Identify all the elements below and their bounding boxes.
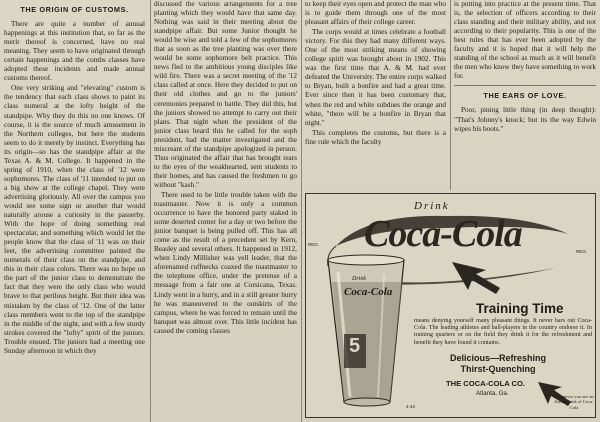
trademark-mark: REG.: [308, 242, 320, 247]
paragraph: There used to be little trouble taken with the toastmaster. Now it is only a common occurrence to have the honored party staked in some deserted corner for a day or two before the junior banquet is being pulled off. This has all come as the result of a precedent set by Kern, Beasley and several others. It happened in 1912, when Lindy Millisher was yell leader, that the aforenamed ruffnecks coaxed the toastmaster to the telephone office, under the pretense of a message from a fair one at Corsicana, Texas. Lindy went in a hurry, and in a still greater hurry he was maneuvered to the outskirts of the campus, where he was forced to remain until the banquet was almost over. This little incident has caused the coming classes: [154, 190, 297, 335]
divider: [454, 85, 596, 86]
column-3: [305, 0, 446, 190]
ad-arrow-note: Whenever you see an Arrow think of Coca-Cola: [554, 394, 594, 410]
trademark-mark: REG.: [576, 249, 588, 254]
paragraph: The corps would at times celebrate a football victory. For this they had many different ways. One of the most striking means of showing college spirit was brought about in 1902. This was the first time that A. & M. had ever defeated the University. The entire corps walked to Bryan, built a bonfire and had a great time. Ever since then it has been customary that, when the red and white subdues the orange and white, "there will be a bonfire in Bryan that night.": [305, 28, 446, 127]
column-4: [454, 0, 596, 190]
paragraph: One very striking and "elevating" custom is the tendency that each class shows to paint its class numeral at the lofty height of the standpipe. Why they do this no one knows. Of course, it is the source of much amusement in the Northern colleges, but here the students seem to do it merely by instinct. Everything has its origin—so has the standpipe affair at the Texas A. & M. College. It happened in the spring of 1910, when the class of '12 were sophomores. The class of '11 intended to put on a big show at the college chapel. They were advertising gloriously. All over the campus you would see some sign or another that would naturally arouse a curiosity in the passerby. With the hope of doing something real spectacular, and something which would let the people know that the class of '11 was on their feet, the advertising committee painted the numerals of their class on the standpipe, and this in their class colors. There was no hope on the part of the junior class to demonstrate the fact that they were the only class who would brave to that perilous height. But their idea was mistaken by the class of '12. One of the latter class members went to the top of the standpipe in the middle of the night, and with a few sturdy strokes covered the "lofty" spirit of the juniors. Trouble ensued. The juniors had a meeting one Sunday afternoon in which they: [4, 84, 145, 355]
ad-slogan-line-2: Thirst-Quenching: [460, 364, 536, 374]
coca-cola-advertisement: [305, 193, 596, 418]
column-rule: [450, 0, 451, 190]
column-1: [4, 0, 145, 422]
glass-illustration: [318, 252, 428, 412]
ad-headline: Training Time: [476, 301, 564, 316]
glass-logo: Coca-Cola: [344, 286, 393, 298]
paragraph: to keep their eyes open and protect the man who is to guide them through one of the most pleasant affairs of their college career.: [305, 0, 446, 27]
ad-drink-word: Drink: [414, 200, 450, 212]
paragraph: There are quite a number of annual happenings at this institution that, so far as the merit thereof is concerned, have no real meaning. They seem to have originated through certain happenings and the combs classes have adopted these incidents and made annual customs thereof.: [4, 20, 145, 83]
column-2: [154, 0, 297, 422]
ad-body-copy: means denying yourself many pleasant things. It never bars out Coca-Cola. The leading athletes and ball-players in the country endorse it. In training quarters or on the field they drink it for the refreshment and benefit they have found it contains.: [414, 318, 592, 346]
ad-company-name: THE COCA-COLA CO.: [446, 379, 526, 388]
column-rule: [301, 0, 302, 422]
paragraph: This completes the customs, but there is a fine rule which the faculty: [305, 128, 446, 146]
ad-slogan-line-1: Delicious—Refreshing: [449, 353, 547, 363]
article-heading-ears-of-love: THE EARS OF LOVE.: [483, 91, 567, 101]
glass-drink-word: Drink: [352, 276, 366, 282]
arrow-icon: [446, 258, 506, 298]
paragraph: is putting into practice at the present time. That is, the selection of officers according to their class standing and their military ability, and not according to their popularity. This is one of the best rules that has ever been adopted by the faculty and it is hoped that it will help the standing of the school as much as it will benefit the men who know they have something to work for.: [454, 0, 596, 81]
paragraph: discussed the various arrangements for a tree planting which they would have that same day. Nothing was said in their meeting about the standpipe affair. But some Junior thought he would be wise and told a few of the sophomores that as soon as the tree planting was over there would be some sophomore belt practice. This news fled to the ambitious young disciples like wild fire. There was a secret meeting of the '12 class called at once. Here they decided to put on their old clothes and go to the juniors' ceremonies prepared to battle. They did this, but the juniors showed no attempt to carry out their plans. That night when the president of the junior class heard this he called for the soph president, had the matter investigated and the miscreant of the standpipe apologized in person. Thus originated the affair that has brought tears to the eyes of the weakhearted, sent students to their homes, and has caused the freshmen to go without "kash.": [154, 0, 297, 189]
ad-company-city: Atlanta, Ga.: [476, 390, 509, 397]
joke-text: Poor, pining little thing (in deep thought): "That's Johnny's knock; but its the way Edwin wipes his boots.": [454, 106, 596, 133]
ad-code: 4-42: [406, 404, 416, 409]
column-rule: [150, 0, 151, 422]
article-heading-origin-of-customs: THE ORIGIN OF CUSTOMS.: [20, 5, 129, 14]
coca-cola-logo: Coca-Cola: [364, 213, 522, 255]
glass-number: 5: [349, 335, 361, 357]
